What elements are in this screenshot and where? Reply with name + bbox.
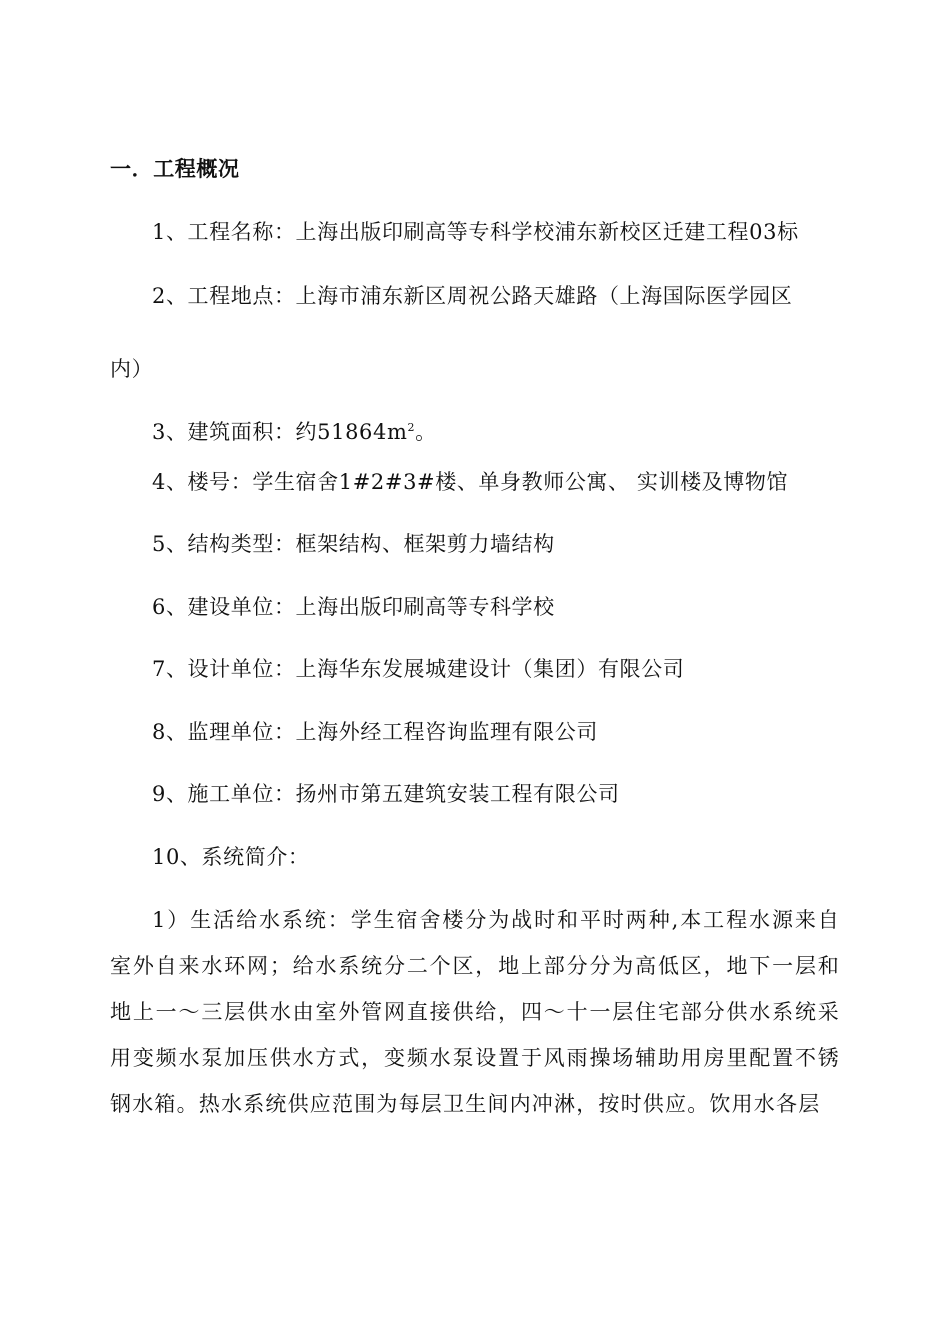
- owner-unit-line: 6、建设单位：上海出版印刷高等专科学校: [152, 595, 555, 619]
- building-area-text: 3、建筑面积：约51864m: [152, 420, 408, 444]
- project-location-line1: 2、工程地点：上海市浦东新区周祝公路天雄路（上海国际医学园区: [152, 284, 793, 308]
- structure-type-line: 5、结构类型：框架结构、框架剪力墙结构: [152, 532, 555, 556]
- building-area-line: [152, 418, 437, 446]
- design-unit-line: 7、设计单位：上海华东发展城建设计（集团）有限公司: [152, 657, 685, 681]
- construction-unit-line: 9、施工单位：扬州市第五建筑安装工程有限公司: [152, 782, 620, 806]
- building-number-line: 4、楼号：学生宿舍1#2#3#楼、单身教师公寓、 实训楼及博物馆: [152, 470, 789, 494]
- section-heading: 一．工程概况: [110, 156, 240, 181]
- supervision-unit-line: 8、监理单位：上海外经工程咨询监理有限公司: [152, 720, 598, 744]
- system-intro-line: 10、系统简介：: [152, 845, 310, 869]
- building-area-suffix: 。: [415, 420, 437, 444]
- water-system-paragraph: 1）生活给水系统：学生宿舍楼分为战时和平时两种,本工程水源来自室外自来水环网；给水系统分二个区，地上部分分为高低区，地下一层和地上一～三层供水由室外管网直接供给，四～十一层住宅部分供水系统采用变频水泵加压供水方式，变频水泵设置于风雨操场辅助用房里配置不锈钢水箱。热水系统供应范围为每层卫生间内冲淋，按时供应。饮用水各层: [110, 908, 840, 1116]
- area-unit-superscript: 2: [407, 421, 416, 434]
- project-name-line: 1、工程名称：上海出版印刷高等专科学校浦东新校区迁建工程03标: [152, 220, 799, 244]
- project-location-line2: 内）: [110, 357, 154, 381]
